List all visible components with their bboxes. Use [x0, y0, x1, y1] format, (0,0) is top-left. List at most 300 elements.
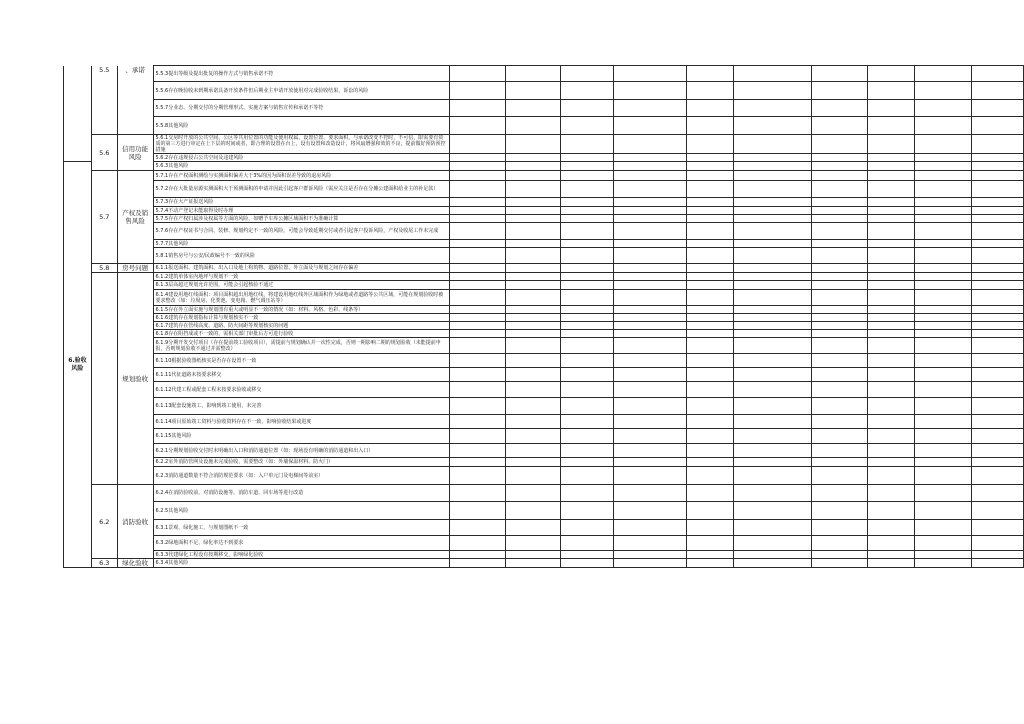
- empty-cell: [811, 181, 868, 198]
- empty-cell: [811, 100, 868, 117]
- empty-cell: [449, 117, 506, 135]
- empty-cell: [972, 281, 1024, 290]
- empty-cell: [811, 290, 868, 306]
- empty-cell: [734, 354, 811, 368]
- risk-table: [63, 65, 1024, 568]
- empty-cell: [972, 223, 1024, 240]
- empty-cell: [449, 181, 506, 198]
- empty-cell: [811, 382, 868, 398]
- risk-item: 6.1.5存在外立面实施与规划图有重大或明显不一致的情况（如：材料、风格、色彩、线条等）: [153, 306, 449, 314]
- empty-cell: [972, 181, 1024, 198]
- empty-cell: [506, 215, 561, 223]
- empty-cell: [972, 368, 1024, 382]
- empty-cell: [560, 290, 614, 306]
- empty-cell: [449, 551, 506, 559]
- empty-cell: [811, 82, 868, 100]
- table-row: [64, 162, 1024, 171]
- empty-cell: [686, 551, 734, 559]
- empty-cell: [972, 240, 1024, 248]
- empty-cell: [914, 198, 972, 207]
- group-category: 消防验收: [117, 485, 153, 559]
- risk-item: 6.3.4其他风险: [153, 559, 449, 568]
- empty-cell: [614, 162, 686, 171]
- risk-item: 6.1.12代建工程或配套工程未按要求验收或移交: [153, 382, 449, 398]
- table-row: [64, 100, 1024, 117]
- empty-cell: [560, 215, 614, 223]
- empty-cell: [686, 429, 734, 444]
- empty-cell: [686, 322, 734, 330]
- empty-cell: [686, 485, 734, 502]
- risk-item: 6.1.4建设用地红线面积：项目面积超出用地红线，将建设用地红线外区域面积作为绿地或者道路等公共区域，可能在规划验收时被要求整改（如：垃圾房、化粪池、变电箱、燃气调压站等）: [153, 290, 449, 306]
- empty-cell: [560, 281, 614, 290]
- empty-cell: [811, 248, 868, 264]
- table-row: [64, 368, 1024, 382]
- empty-cell: [868, 536, 915, 551]
- empty-cell: [560, 223, 614, 240]
- empty-cell: [614, 135, 686, 154]
- empty-cell: [560, 429, 614, 444]
- empty-cell: [868, 322, 915, 330]
- empty-cell: [811, 520, 868, 536]
- table-row: [64, 429, 1024, 444]
- empty-cell: [811, 485, 868, 502]
- empty-cell: [506, 368, 561, 382]
- empty-cell: [506, 82, 561, 100]
- section-cell: 6.验收风险: [64, 162, 92, 568]
- empty-cell: [868, 290, 915, 306]
- empty-cell: [506, 162, 561, 171]
- empty-cell: [868, 467, 915, 485]
- empty-cell: [686, 415, 734, 429]
- empty-cell: [686, 354, 734, 368]
- empty-cell: [914, 559, 972, 568]
- empty-cell: [914, 368, 972, 382]
- empty-cell: [686, 444, 734, 458]
- empty-cell: [734, 100, 811, 117]
- risk-item: 5.6.3其他风险: [153, 162, 449, 171]
- empty-cell: [449, 82, 506, 100]
- risk-item: 5.5.3提出等级及提出批复的操作方式与销售承诺不符: [153, 66, 449, 82]
- table-row: [64, 290, 1024, 306]
- table-row: [64, 485, 1024, 502]
- empty-cell: [868, 135, 915, 154]
- empty-cell: [560, 162, 614, 171]
- empty-cell: [449, 198, 506, 207]
- spreadsheet: [63, 65, 1024, 568]
- group-category: 信用功能风险: [117, 135, 153, 171]
- empty-cell: [449, 248, 506, 264]
- empty-cell: [734, 273, 811, 281]
- empty-cell: [449, 338, 506, 354]
- empty-cell: [506, 117, 561, 135]
- group-number: 5.7: [91, 171, 117, 264]
- empty-cell: [449, 398, 506, 415]
- empty-cell: [811, 551, 868, 559]
- empty-cell: [449, 162, 506, 171]
- risk-item: 5.7.7其他风险: [153, 240, 449, 248]
- group-number: [91, 273, 117, 485]
- empty-cell: [734, 162, 811, 171]
- risk-item: 6.1.7建筑存在管线高度、道路、防火间距等规划核实的问题: [153, 322, 449, 330]
- empty-cell: [686, 467, 734, 485]
- risk-item: 5.6.2存在违规侵占公共空间及违建风险: [153, 154, 449, 162]
- empty-cell: [868, 264, 915, 273]
- empty-cell: [914, 154, 972, 162]
- empty-cell: [449, 322, 506, 330]
- empty-cell: [811, 467, 868, 485]
- risk-item: 6.1.1报送面积、建筑面积、出入口及地上构筑物、道路位置、外立面及与规划之间存在偏差: [153, 264, 449, 273]
- empty-cell: [686, 368, 734, 382]
- empty-cell: [449, 458, 506, 467]
- empty-cell: [868, 223, 915, 240]
- empty-cell: [914, 135, 972, 154]
- empty-cell: [560, 330, 614, 338]
- empty-cell: [614, 181, 686, 198]
- group-category: 规划验收: [117, 273, 153, 485]
- empty-cell: [868, 502, 915, 520]
- empty-cell: [868, 100, 915, 117]
- empty-cell: [972, 382, 1024, 398]
- empty-cell: [560, 248, 614, 264]
- empty-cell: [914, 240, 972, 248]
- empty-cell: [506, 467, 561, 485]
- empty-cell: [868, 273, 915, 281]
- table-row: [64, 458, 1024, 467]
- empty-cell: [972, 536, 1024, 551]
- empty-cell: [972, 314, 1024, 322]
- empty-cell: [560, 458, 614, 467]
- empty-cell: [734, 467, 811, 485]
- empty-cell: [914, 536, 972, 551]
- empty-cell: [506, 551, 561, 559]
- empty-cell: [560, 559, 614, 568]
- empty-cell: [868, 368, 915, 382]
- empty-cell: [914, 485, 972, 502]
- empty-cell: [972, 171, 1024, 181]
- empty-cell: [868, 215, 915, 223]
- empty-cell: [868, 66, 915, 82]
- table-row: [64, 520, 1024, 536]
- empty-cell: [449, 382, 506, 398]
- risk-item: 6.1.9分期开发交付项目（存在提前竣工验收项目），需提前与规划确认并一次性完成，否则一期影响二期的规划验收（未能提前申报，否则规划验收不通过并需整改）: [153, 338, 449, 354]
- risk-item: 6.1.8存在阻挡成或不一致的，需相关部门审批后方可进行验收: [153, 330, 449, 338]
- empty-cell: [972, 398, 1024, 415]
- table-row: [64, 502, 1024, 520]
- empty-cell: [734, 306, 811, 314]
- empty-cell: [614, 306, 686, 314]
- empty-cell: [614, 240, 686, 248]
- risk-item: 6.1.3层高超过规划允许范围，可能会引起核验不通过: [153, 281, 449, 290]
- empty-cell: [914, 215, 972, 223]
- empty-cell: [734, 429, 811, 444]
- table-row: [64, 444, 1024, 458]
- empty-cell: [868, 444, 915, 458]
- empty-cell: [560, 520, 614, 536]
- table-row: [64, 223, 1024, 240]
- empty-cell: [972, 559, 1024, 568]
- empty-cell: [914, 181, 972, 198]
- empty-cell: [734, 368, 811, 382]
- table-row: [64, 181, 1024, 198]
- risk-item: 6.2.5其他风险: [153, 502, 449, 520]
- empty-cell: [972, 248, 1024, 264]
- empty-cell: [868, 154, 915, 162]
- empty-cell: [811, 273, 868, 281]
- empty-cell: [811, 240, 868, 248]
- empty-cell: [506, 181, 561, 198]
- empty-cell: [686, 207, 734, 215]
- empty-cell: [614, 338, 686, 354]
- empty-cell: [914, 82, 972, 100]
- empty-cell: [506, 281, 561, 290]
- table-row: [64, 135, 1024, 154]
- table-row: [64, 314, 1024, 322]
- empty-cell: [686, 559, 734, 568]
- empty-cell: [914, 322, 972, 330]
- empty-cell: [734, 171, 811, 181]
- empty-cell: [614, 382, 686, 398]
- empty-cell: [614, 458, 686, 467]
- risk-item: 5.7.2存在大批量房源实测面积大于预测面积的申请并因此引起客户群诉风险（需应关注是否存在分摊公建面积给业主的补足款）: [153, 181, 449, 198]
- empty-cell: [811, 559, 868, 568]
- empty-cell: [449, 330, 506, 338]
- risk-item: 5.7.3存在大产证报送风险: [153, 198, 449, 207]
- empty-cell: [811, 322, 868, 330]
- empty-cell: [868, 485, 915, 502]
- empty-cell: [972, 551, 1024, 559]
- table-row: [64, 281, 1024, 290]
- empty-cell: [811, 154, 868, 162]
- risk-item: 5.7.1存在产权面积测绘与实测面积偏差大于3%的因为面积误差导致的退房风险: [153, 171, 449, 181]
- empty-cell: [868, 354, 915, 368]
- empty-cell: [734, 520, 811, 536]
- empty-cell: [506, 485, 561, 502]
- empty-cell: [914, 444, 972, 458]
- table-row: [64, 467, 1024, 485]
- empty-cell: [560, 398, 614, 415]
- empty-cell: [914, 354, 972, 368]
- table-row: [64, 215, 1024, 223]
- group-category: 绿化验收: [117, 559, 153, 568]
- empty-cell: [868, 248, 915, 264]
- empty-cell: [506, 314, 561, 322]
- risk-item: 5.5.6存在晚验收未到期承诺具备开放条件但后期业主申请开放使用对完成验收结果，诉讼的风险: [153, 82, 449, 100]
- empty-cell: [972, 273, 1024, 281]
- empty-cell: [560, 100, 614, 117]
- empty-cell: [614, 171, 686, 181]
- empty-cell: [449, 354, 506, 368]
- empty-cell: [614, 100, 686, 117]
- empty-cell: [811, 198, 868, 207]
- empty-cell: [811, 223, 868, 240]
- empty-cell: [506, 100, 561, 117]
- empty-cell: [734, 330, 811, 338]
- empty-cell: [449, 264, 506, 273]
- empty-cell: [811, 368, 868, 382]
- empty-cell: [811, 215, 868, 223]
- empty-cell: [560, 354, 614, 368]
- empty-cell: [686, 330, 734, 338]
- empty-cell: [734, 198, 811, 207]
- risk-item: 6.1.6建筑存在规划指标计算与规划核实不一致: [153, 314, 449, 322]
- empty-cell: [811, 330, 868, 338]
- empty-cell: [972, 306, 1024, 314]
- risk-item: 5.8.1销售房号与公安/民政编号不一致的风险: [153, 248, 449, 264]
- empty-cell: [914, 314, 972, 322]
- empty-cell: [972, 215, 1024, 223]
- empty-cell: [972, 154, 1024, 162]
- empty-cell: [560, 536, 614, 551]
- risk-item: 5.7.6存在产权证书与合同、装修、规划约定不一致的风险，可能会导致延期交付或者引起客户投诉风险，产权及收尾工作未完成: [153, 223, 449, 240]
- empty-cell: [560, 154, 614, 162]
- empty-cell: [614, 273, 686, 281]
- empty-cell: [560, 314, 614, 322]
- empty-cell: [506, 502, 561, 520]
- table-row: [64, 382, 1024, 398]
- empty-cell: [734, 290, 811, 306]
- empty-cell: [972, 338, 1024, 354]
- empty-cell: [449, 100, 506, 117]
- table-row: [64, 273, 1024, 281]
- empty-cell: [972, 330, 1024, 338]
- empty-cell: [686, 502, 734, 520]
- empty-cell: [811, 314, 868, 322]
- empty-cell: [868, 162, 915, 171]
- empty-cell: [560, 322, 614, 330]
- empty-cell: [868, 382, 915, 398]
- table-row: [64, 198, 1024, 207]
- empty-cell: [614, 322, 686, 330]
- table-row: [64, 551, 1024, 559]
- empty-cell: [734, 264, 811, 273]
- empty-cell: [506, 382, 561, 398]
- empty-cell: [560, 485, 614, 502]
- empty-cell: [868, 181, 915, 198]
- empty-cell: [972, 100, 1024, 117]
- empty-cell: [734, 444, 811, 458]
- empty-cell: [868, 429, 915, 444]
- empty-cell: [811, 117, 868, 135]
- empty-cell: [614, 520, 686, 536]
- empty-cell: [686, 223, 734, 240]
- empty-cell: [734, 66, 811, 82]
- empty-cell: [972, 290, 1024, 306]
- empty-cell: [506, 223, 561, 240]
- group-category: 产权及销售风险: [117, 171, 153, 264]
- empty-cell: [449, 240, 506, 248]
- empty-cell: [972, 322, 1024, 330]
- empty-cell: [686, 398, 734, 415]
- empty-cell: [811, 162, 868, 171]
- empty-cell: [914, 117, 972, 135]
- empty-cell: [868, 559, 915, 568]
- empty-cell: [868, 415, 915, 429]
- empty-cell: [686, 273, 734, 281]
- empty-cell: [868, 330, 915, 338]
- table-row: [64, 240, 1024, 248]
- empty-cell: [560, 171, 614, 181]
- table-row: [64, 415, 1024, 429]
- empty-cell: [914, 171, 972, 181]
- empty-cell: [449, 467, 506, 485]
- empty-cell: [560, 502, 614, 520]
- empty-cell: [560, 338, 614, 354]
- empty-cell: [614, 248, 686, 264]
- empty-cell: [449, 559, 506, 568]
- empty-cell: [560, 306, 614, 314]
- empty-cell: [972, 354, 1024, 368]
- empty-cell: [449, 273, 506, 281]
- empty-cell: [914, 502, 972, 520]
- empty-cell: [614, 66, 686, 82]
- empty-cell: [972, 207, 1024, 215]
- empty-cell: [914, 273, 972, 281]
- empty-cell: [449, 306, 506, 314]
- empty-cell: [614, 536, 686, 551]
- risk-item: 6.3.1景观、绿化施工，与规划图纸不一致: [153, 520, 449, 536]
- empty-cell: [811, 536, 868, 551]
- empty-cell: [686, 520, 734, 536]
- empty-cell: [972, 82, 1024, 100]
- empty-cell: [614, 223, 686, 240]
- empty-cell: [506, 290, 561, 306]
- empty-cell: [449, 215, 506, 223]
- group-number: 5.6: [91, 135, 117, 171]
- empty-cell: [449, 281, 506, 290]
- empty-cell: [449, 502, 506, 520]
- empty-cell: [686, 171, 734, 181]
- empty-cell: [506, 198, 561, 207]
- empty-cell: [972, 444, 1024, 458]
- empty-cell: [614, 264, 686, 273]
- empty-cell: [614, 551, 686, 559]
- empty-cell: [614, 290, 686, 306]
- empty-cell: [811, 502, 868, 520]
- table-row: [64, 398, 1024, 415]
- empty-cell: [811, 338, 868, 354]
- empty-cell: [734, 207, 811, 215]
- risk-item: 5.7.4不动产登记未能取得及时办理: [153, 207, 449, 215]
- empty-cell: [811, 306, 868, 314]
- empty-cell: [614, 467, 686, 485]
- empty-cell: [560, 444, 614, 458]
- empty-cell: [734, 382, 811, 398]
- empty-cell: [686, 135, 734, 154]
- empty-cell: [972, 162, 1024, 171]
- empty-cell: [449, 368, 506, 382]
- empty-cell: [972, 458, 1024, 467]
- empty-cell: [734, 240, 811, 248]
- risk-item: 6.1.10根据验收图纸核实是否存在设置不一致: [153, 354, 449, 368]
- empty-cell: [560, 181, 614, 198]
- empty-cell: [560, 551, 614, 559]
- empty-cell: [449, 135, 506, 154]
- table-row: [64, 306, 1024, 314]
- empty-cell: [914, 223, 972, 240]
- table-row: [64, 330, 1024, 338]
- empty-cell: [914, 207, 972, 215]
- empty-cell: [686, 382, 734, 398]
- empty-cell: [868, 306, 915, 314]
- empty-cell: [868, 520, 915, 536]
- empty-cell: [972, 415, 1024, 429]
- empty-cell: [449, 66, 506, 82]
- empty-cell: [868, 281, 915, 290]
- empty-cell: [914, 306, 972, 314]
- empty-cell: [868, 82, 915, 100]
- empty-cell: [614, 398, 686, 415]
- empty-cell: [914, 458, 972, 467]
